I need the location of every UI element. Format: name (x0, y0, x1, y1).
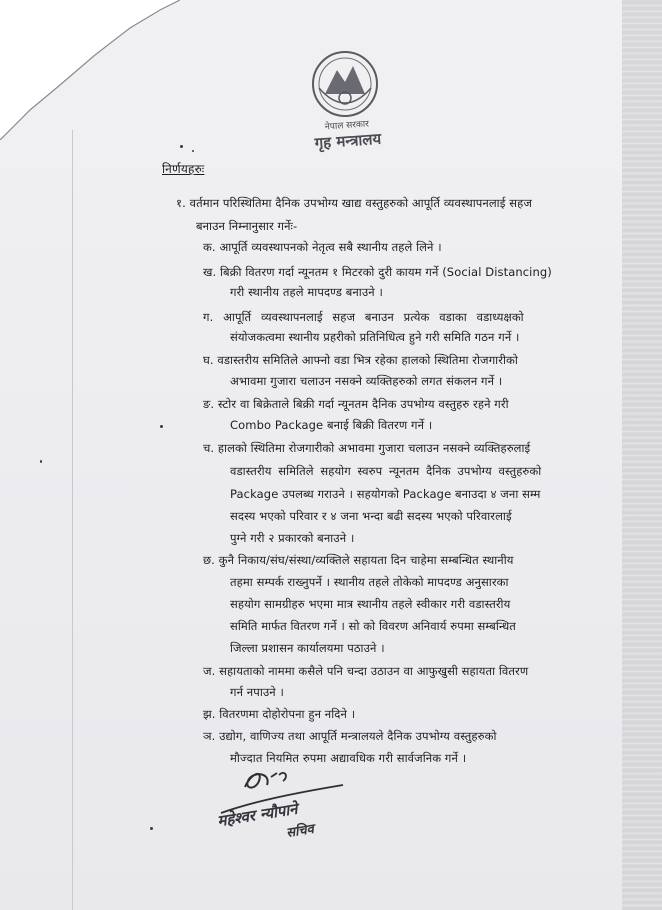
subitem-cha-line5: पुग्ने गरी २ प्रकारको बनाउने । (230, 531, 355, 545)
subitem-gha-line2: अभावमा गुजारा चलाउन नसक्ने व्यक्तिहरुको लगत संकलन गर्ने । (230, 374, 503, 388)
seal-ministry: गृह मन्त्रालय (314, 129, 382, 153)
subitem-cha-line3: Package उपलब्ध गराउने । सहयोगको Package बनाउदा ४ जना सम्म (230, 487, 541, 501)
subitem-chha-line5: जिल्ला प्रशासन कार्यालयमा पठाउने । (230, 641, 385, 655)
subitem-cha-line1: च. हालको स्थितिमा रोजगारीको अभावमा गुजारा चलाउन नसक्ने व्यक्तिहरुलाई (203, 441, 531, 455)
subitem-nya-line1: ञ. उद्योग, वाणिज्य तथा आपूर्ति मन्त्रालयले दैनिक उपभोग्य वस्तुहरुको (203, 729, 497, 743)
subitem-chha-line1: छ. कुनै निकाय/संघ/संस्था/व्यक्तिले सहायता दिन चाहेमा सम्बन्धित स्थानीय (203, 553, 514, 567)
subitem-kha-line1: ख. बिक्री वितरण गर्दा न्यूनतम १ मिटरको दुरी कायम गर्ने (Social Distancing) (203, 265, 552, 279)
subitem-chha-line3: सहयोग सामग्रीहरु भएमा मात्र स्थानीय तहले स्वीकार गरी वडास्तरीय (230, 597, 511, 611)
subitem-ja-line2: गर्न नपाउने । (230, 685, 285, 699)
subitem-kha-line2: गरी स्थानीय तहले मापदण्ड बनाउने । (230, 285, 383, 299)
scan-speck (180, 145, 183, 148)
subitem-cha-line4: सदस्य भएको परिवार र ४ जना भन्दा बढी सदस्य भएको परिवारलाई (230, 509, 512, 523)
subitem-chha-line4: समिति मार्फत वितरण गर्ने । सो को विवरण अनिवार्य रुपमा सम्बन्धित (230, 619, 516, 633)
page-heading: निर्णयहरुः (162, 162, 205, 176)
signatory-name: महेश्वर न्यौपाने (216, 799, 299, 831)
subitem-ja-line1: ज. सहायताको नाममा कसैले पनि चन्दा उठाउन वा आफुखुसी सहायता वितरण (203, 664, 529, 678)
subitem-gha-line1: घ. वडास्तरीय समितिले आफ्नो वडा भित्र रहेका हालको स्थितिमा रोजगारीको (203, 353, 518, 367)
scan-margin-line (72, 130, 73, 910)
subitem-ga-line2: संयोजकत्वमा स्थानीय प्रहरीको प्रतिनिधित्व हुने गरी समिति गठन गर्ने । (230, 330, 520, 344)
subitem-jha: झ. वितरणमा दोहोरोपना हुन नदिने । (203, 707, 356, 721)
subitem-ka: क. आपूर्ति व्यवस्थापनको नेतृत्व सबै स्थानीय तहले लिने । (203, 240, 442, 254)
seal-org: नेपाल सरकार (324, 119, 370, 133)
scan-speck (150, 827, 153, 830)
subitem-nga-line1: ङ. स्टोर वा बिक्रेताले बिक्री गर्दा न्यूनतम दैनिक उपभोग्य वस्तुहरु रहने गरी (203, 397, 509, 411)
scan-speck (160, 425, 163, 428)
torn-corner (0, 0, 180, 140)
item1-line2: बनाउन निम्नानुसार गर्नेः- (196, 219, 298, 233)
subitem-chha-line2: तहमा सम्पर्क राख्नुपर्ने । स्थानीय तहले तोकेको मापदण्ड अनुसारका (230, 575, 509, 589)
subitem-nga-line2: Combo Package बनाई बिक्री वितरण गर्ने । (230, 418, 433, 432)
subitem-nya-line2: मौज्दात नियमित रुपमा अद्यावधिक गरी सार्वजनिक गर्ने । (230, 751, 467, 765)
item1-line1: १. वर्तमान परिस्थितिमा दैनिक उपभोग्य खाद्य वस्तुहरुको आपूर्ति व्यवस्थापनलाई सहज (176, 196, 532, 210)
subitem-cha-line2: वडास्तरीय समितिले सहयोग स्वरुप न्यूनतम दैनिक उपभोग्य वस्तुहरुको (230, 464, 542, 478)
seal-label (299, 115, 396, 155)
scan-speck (192, 150, 194, 152)
signatory-title: सचिव (285, 821, 315, 842)
scan-edge-shadow (622, 0, 662, 910)
scan-speck (40, 460, 42, 463)
subitem-ga-line1: ग. आपूर्ति व्यवस्थापनलाई सहज बनाउन प्रत्येक वडाका वडाध्यक्षको (203, 310, 524, 324)
